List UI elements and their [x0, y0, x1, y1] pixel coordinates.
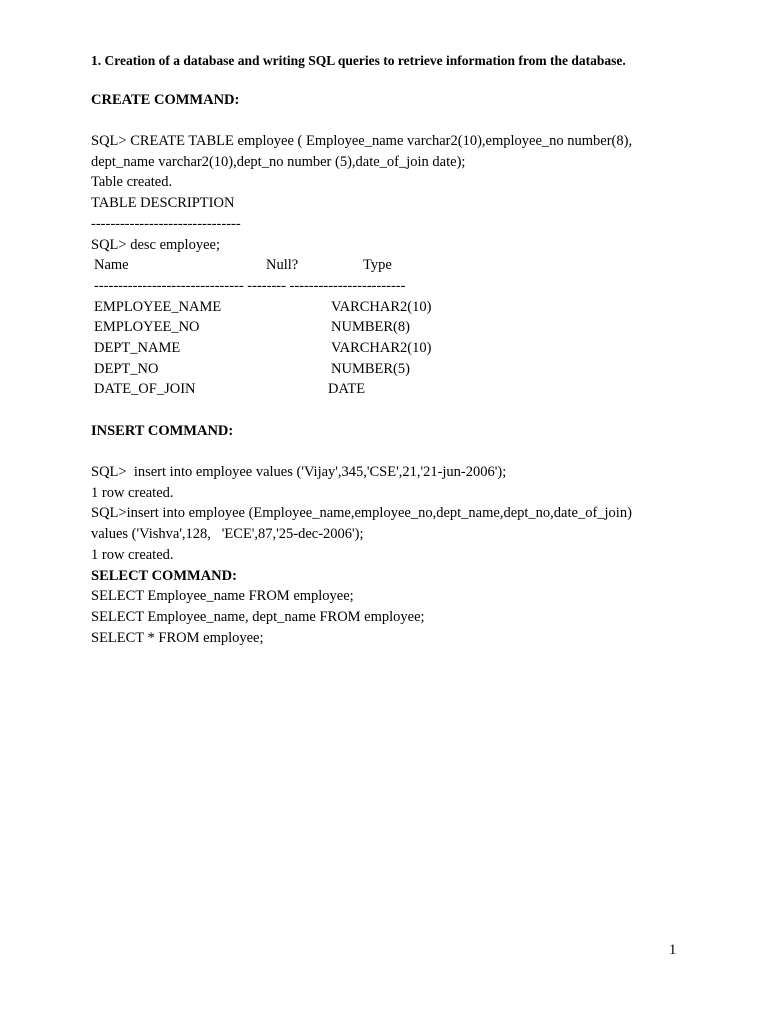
insert-sql-line-1: SQL> insert into employee values ('Vijay',345,'CSE',21,'21-jun-2006'); [91, 464, 507, 481]
insert-result-2: 1 row created. [91, 546, 174, 563]
insert-result-1: 1 row created. [91, 484, 174, 501]
desc-header-type: Type [363, 257, 392, 274]
column-name: EMPLOYEE_NAME [94, 298, 222, 315]
insert-sql-line-3: values ('Vishva',128, 'ECE',87,'25-dec-2006'); [91, 526, 364, 543]
spacer [91, 69, 691, 90]
document-title: 1. Creation of a database and writing SQL queries to retrieve information from the database. [91, 53, 626, 68]
column-name: DEPT_NAME [94, 339, 181, 356]
column-type: VARCHAR2(10) [331, 339, 432, 356]
table-description-label: TABLE DESCRIPTION [91, 195, 235, 212]
select-command-heading: SELECT COMMAND: [91, 567, 237, 584]
create-sql-line-2: dept_name varchar2(10),dept_no number (5),date_of_join date); [91, 153, 466, 170]
column-type: DATE [328, 381, 366, 398]
select-sql-line-1: SELECT Employee_name FROM employee; [91, 588, 354, 605]
insert-command-heading: INSERT COMMAND: [91, 422, 234, 439]
desc-row [91, 297, 691, 318]
spacer [91, 441, 691, 462]
create-command-heading: CREATE COMMAND: [91, 91, 240, 108]
desc-header-name: Name [94, 257, 129, 274]
desc-row [91, 359, 691, 380]
create-sql-line-1: SQL> CREATE TABLE employee ( Employee_name varchar2(10),employee_no number(8), [91, 133, 633, 150]
desc-header-row [91, 255, 691, 276]
desc-row [91, 317, 691, 338]
column-name: EMPLOYEE_NO [94, 319, 200, 336]
desc-row [91, 379, 691, 400]
desc-separator: ------------------------------- -------- ------------------------ [94, 277, 406, 294]
column-type: NUMBER(5) [331, 360, 410, 377]
document-page [91, 52, 691, 648]
column-name: DEPT_NO [94, 360, 159, 377]
column-name: DATE_OF_JOIN [94, 381, 196, 398]
insert-sql-line-2: SQL>insert into employee (Employee_name,employee_no,dept_name,dept_no,date_of_join) [91, 505, 632, 522]
column-type: NUMBER(8) [331, 319, 410, 336]
desc-row [91, 338, 691, 359]
desc-header-null: Null? [266, 257, 299, 274]
create-result: Table created. [91, 174, 173, 191]
dash-separator: ------------------------------- [91, 215, 241, 232]
page-number: 1 [669, 942, 677, 958]
desc-separator-row [91, 276, 691, 297]
spacer [91, 110, 691, 131]
desc-command: SQL> desc employee; [91, 236, 220, 253]
select-sql-line-2: SELECT Employee_name, dept_name FROM employee; [91, 608, 425, 625]
select-sql-line-3: SELECT * FROM employee; [91, 629, 264, 646]
spacer [91, 400, 691, 421]
column-type: VARCHAR2(10) [331, 298, 432, 315]
